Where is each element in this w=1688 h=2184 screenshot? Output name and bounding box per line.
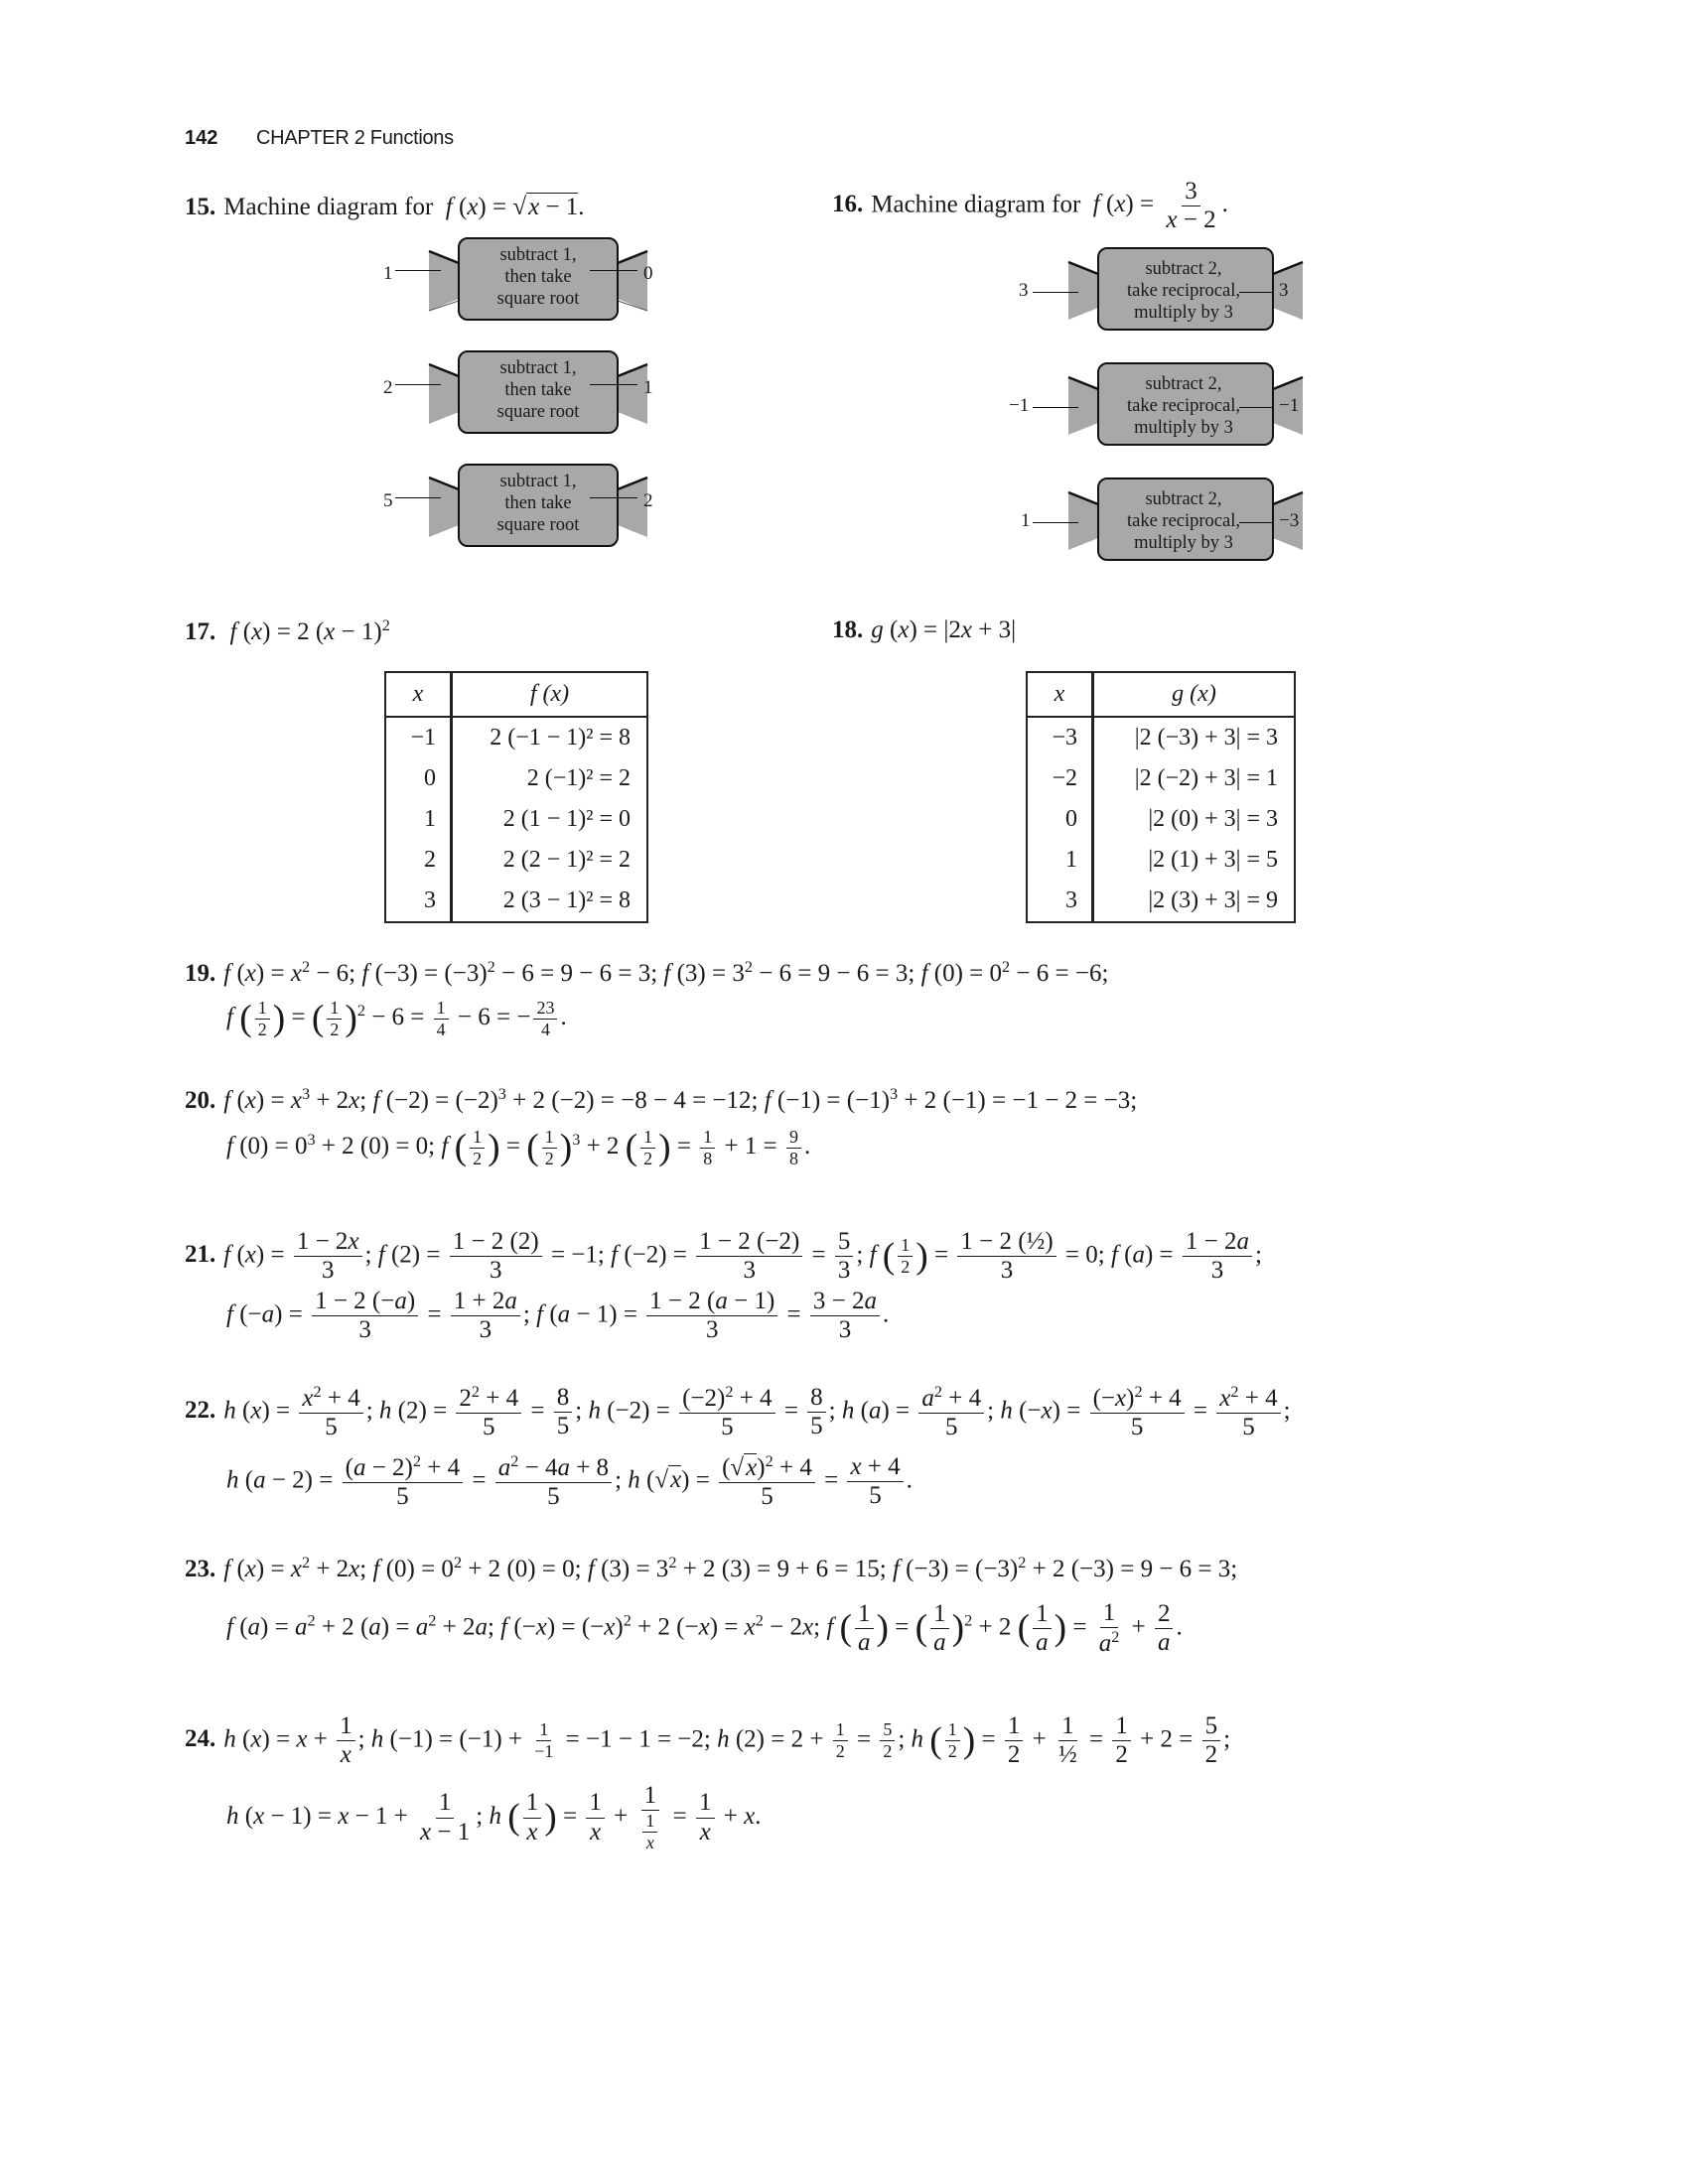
- problem-20-line-1: 20. f $(x) = x^3 + 2x$; f $(-2) = (-2)^3 + 2$ (−2) = −8 − 4 = −12; f $(-1) = (-1)^3 + 2$ (−1) = −1 − 2 = −3;: [185, 1085, 1138, 1114]
- column-header-fx: f (x): [452, 672, 648, 717]
- machine-label: subtract 1, then take square root: [496, 358, 580, 422]
- page-number: 142: [185, 127, 218, 149]
- machine-diagram: [1058, 361, 1300, 451]
- arrow-right-icon: [1239, 522, 1273, 523]
- problem-number: 17.: [185, 617, 216, 645]
- function-definition: f (x) = $\frac{3}{x - 2}$ .: [1092, 178, 1228, 234]
- arrow-right-icon: [590, 384, 637, 385]
- machine-diagram: [419, 236, 657, 326]
- values-table: [1026, 671, 1296, 923]
- problem-number: 23.: [185, 1555, 216, 1582]
- machine-diagram: [1058, 246, 1297, 336]
- problem-20-line-2: f $(0) = 0^3 + 2$ (0) = 0; f ( $\frac{1}{2}$ ) = ( $\frac{1}{2}$ )$^3$ + 2 ( $\frac{1}{2}$ ) = $\frac{1}{8}$ + 1 = $\frac{9}{8}$ .: [226, 1127, 811, 1168]
- arrow-right-icon: [1239, 292, 1273, 293]
- chapter-title: CHAPTER 2 Functions: [256, 127, 454, 149]
- problem-18-heading: [832, 617, 1016, 642]
- machine-label: subtract 2, take reciprocal, multiply by 3: [1126, 489, 1240, 553]
- table-row: 1 2 (1 − 1)² = 0: [385, 799, 647, 840]
- arrow-right-icon: [1239, 407, 1273, 408]
- function-definition: f (x) = √x − 1.: [445, 194, 585, 220]
- arrow-right-icon: [590, 497, 637, 498]
- arrow-right-icon: [590, 270, 637, 271]
- problem-number: 21.: [185, 1241, 216, 1269]
- problem-22-line-2: h (a − 2) = $\frac{(a - 2)^2 + 4}{5}$ = $\frac{a^2 - 4a + 8}{5}$ ; h (√x) = $\frac{(√x)^2 + 4}{5}$ = $\frac{x + 4}{5}$ .: [226, 1452, 913, 1511]
- machine-output: 1: [643, 377, 653, 398]
- table-row: 1 |2 (1) + 3| = 5: [1027, 840, 1295, 881]
- table-header-row: [1027, 672, 1295, 717]
- machine-output: 3: [1279, 280, 1289, 301]
- problem-number: 22.: [185, 1397, 216, 1425]
- machine-output: −3: [1279, 510, 1300, 531]
- problem-number: 16.: [832, 191, 864, 218]
- arrow-right-icon: [1033, 292, 1078, 293]
- problem-number: 15.: [185, 194, 216, 220]
- machine-output: −1: [1279, 395, 1300, 416]
- table-row: 0 2 (−1)² = 2: [385, 758, 647, 799]
- problem-23-line-1: 23. f $(x) = x^2 + 2x$; f $(0) = 0^2 + 2$ (0) = 0; f $(3) = 3^2 + 2$ (3) = 9 + 6 = 15; f $(-3) = (-3)^2 + 2$ (−3) = 9 − 6 = 3;: [185, 1554, 1238, 1582]
- function-definition: f (x) = 2 $(x - 1)^2$: [229, 616, 390, 645]
- machine-output: 2: [643, 490, 653, 511]
- problem-number: 24.: [185, 1725, 216, 1753]
- table-row: 0 |2 (0) + 3| = 3: [1027, 799, 1295, 840]
- machine-label: subtract 1, then take square root: [496, 472, 580, 535]
- machine-label: subtract 2, take reciprocal, multiply by 3: [1126, 259, 1240, 323]
- machine-input: 3: [1019, 280, 1029, 301]
- machine-input: 2: [383, 377, 393, 398]
- column-header-gx: g (x): [1093, 672, 1296, 717]
- problem-19-line-1: 19. f $(x) = x^2 - 6$; f $(-3) = (-3)^2 - 6 = 9 - 6 = 3$; f $(3) = 3^2 - 6 = 9 - 6 = 3$; f $(0) = 0^2 - 6 = -6$;: [185, 958, 1109, 987]
- problem-24-line-2: h (x − 1) = x − 1 + $\frac{1}{x - 1}$ ; h ( $\frac{1}{x}$ ) = $\frac{1}{x}$ + $\frac{1}{\frac{1}{x}}$ = $\frac{1}{x}$ + x.: [226, 1782, 762, 1853]
- problem-17-heading: [185, 617, 390, 644]
- table-row: −2 |2 (−2) + 3| = 1: [1027, 758, 1295, 799]
- machine-label: subtract 2, take reciprocal, multiply by 3: [1126, 374, 1240, 438]
- table-row: 3 |2 (3) + 3| = 9: [1027, 881, 1295, 922]
- column-header-x: x: [1027, 672, 1093, 717]
- arrow-right-icon: [1033, 407, 1078, 408]
- problem-19-line-2: f ( $\frac{1}{2}$ ) = ( $\frac{1}{2}$ )$^2$ − 6 = $\frac{1}{4}$ − 6 = − $\frac{23}{4}$ .: [226, 998, 567, 1039]
- values-table: [384, 671, 648, 923]
- function-definition: g (x) = |2x + 3|: [871, 616, 1017, 643]
- column-header-x: x: [385, 672, 452, 717]
- arrow-right-icon: [395, 384, 441, 385]
- machine-output: 0: [643, 263, 653, 284]
- machine-input: 1: [383, 263, 393, 284]
- arrow-right-icon: [395, 270, 441, 271]
- table-row: 2 2 (2 − 1)² = 2: [385, 840, 647, 881]
- table-row: 3 2 (3 − 1)² = 8: [385, 881, 647, 922]
- problem-title: Machine diagram for: [223, 194, 434, 220]
- problem-16-heading: [832, 179, 1228, 234]
- machine-input: 5: [383, 490, 393, 511]
- table-row: −1 2 (−1 − 1)² = 8: [385, 717, 647, 758]
- problem-title: Machine diagram for: [871, 191, 1081, 218]
- machine-diagram: [1058, 477, 1300, 566]
- problem-22-line-1: 22. h (x) = $\frac{x^2 + 4}{5}$ ; h (2) = $\frac{2^2 + 4}{5}$ = $\frac{8}{5}$ ; h (−2) = $\frac{(-2)^2 + 4}{5}$ = $\frac{8}{5}$ ; h (a) = $\frac{a^2 + 4}{5}$ ; h (−x) = $\frac{(-x)^2 + 4}{5}$ = $\frac{x^2 + 4}{5}$ ;: [185, 1383, 1291, 1441]
- machine-input: 1: [1021, 510, 1031, 531]
- table-row: −3 |2 (−3) + 3| = 3: [1027, 717, 1295, 758]
- table-header-row: [385, 672, 647, 717]
- arrow-right-icon: [1033, 522, 1078, 523]
- machine-label: subtract 1, then take square root: [496, 245, 580, 309]
- problem-24-line-1: 24. h (x) = x + $\frac{1}{x}$ ; h (−1) = (−1) + $\frac{1}{-1}$ = −1 − 1 = −2; h (2) = 2 + $\frac{1}{2}$ = $\frac{5}{2}$ ; h ( $\frac{1}{2}$ ) = $\frac{1}{2}$ + $\frac{1}{\text{½}}$ = $\frac{1}{2}$ + 2 = $\frac{5}{2}$ ;: [185, 1712, 1231, 1769]
- arrow-right-icon: [395, 497, 441, 498]
- problem-21-line-1: 21. f (x) = $\frac{1 - 2x}{3}$ ; f (2) = $\frac{1 - 2 (2)}{3}$ = −1; f (−2) = $\frac{1 - 2 (-2)}{3}$ = $\frac{5}{3}$ ; f ( $\frac{1}{2}$ ) = $\frac{\text{1 − 2 (½)}}{3}$ = 0; f (a) = $\frac{1 - 2a}{3}$ ;: [185, 1228, 1262, 1285]
- problem-number: 20.: [185, 1086, 216, 1114]
- problem-number: 19.: [185, 959, 216, 987]
- problem-23-line-2: f $(a) = a^2 + 2$ $(a) = a^2 + 2a$; f $(-x) = (-x)^2 + 2$ $(-x) = x^2 - 2x$; f ( $\frac{1}{a}$ ) = ( $\frac{1}{a}$ )$^2$ + 2 ( $\frac{1}{a}$ ) = $\frac{1}{a^2}$ + $\frac{2}{a}$ .: [226, 1599, 1183, 1658]
- problem-15-heading: [185, 195, 585, 219]
- machine-input: −1: [1009, 395, 1030, 416]
- running-header: [185, 127, 454, 150]
- machine-diagram: [419, 349, 657, 439]
- problem-number: 18.: [832, 616, 864, 643]
- machine-diagram: [419, 463, 657, 552]
- problem-21-line-2: f (−a) = $\frac{1 - 2 (-a)}{3}$ = $\frac{1 + 2a}{3}$ ; f (a − 1) = $\frac{1 - 2 (a - 1)}{3}$ = $\frac{3 - 2a}{3}$ .: [226, 1288, 890, 1344]
